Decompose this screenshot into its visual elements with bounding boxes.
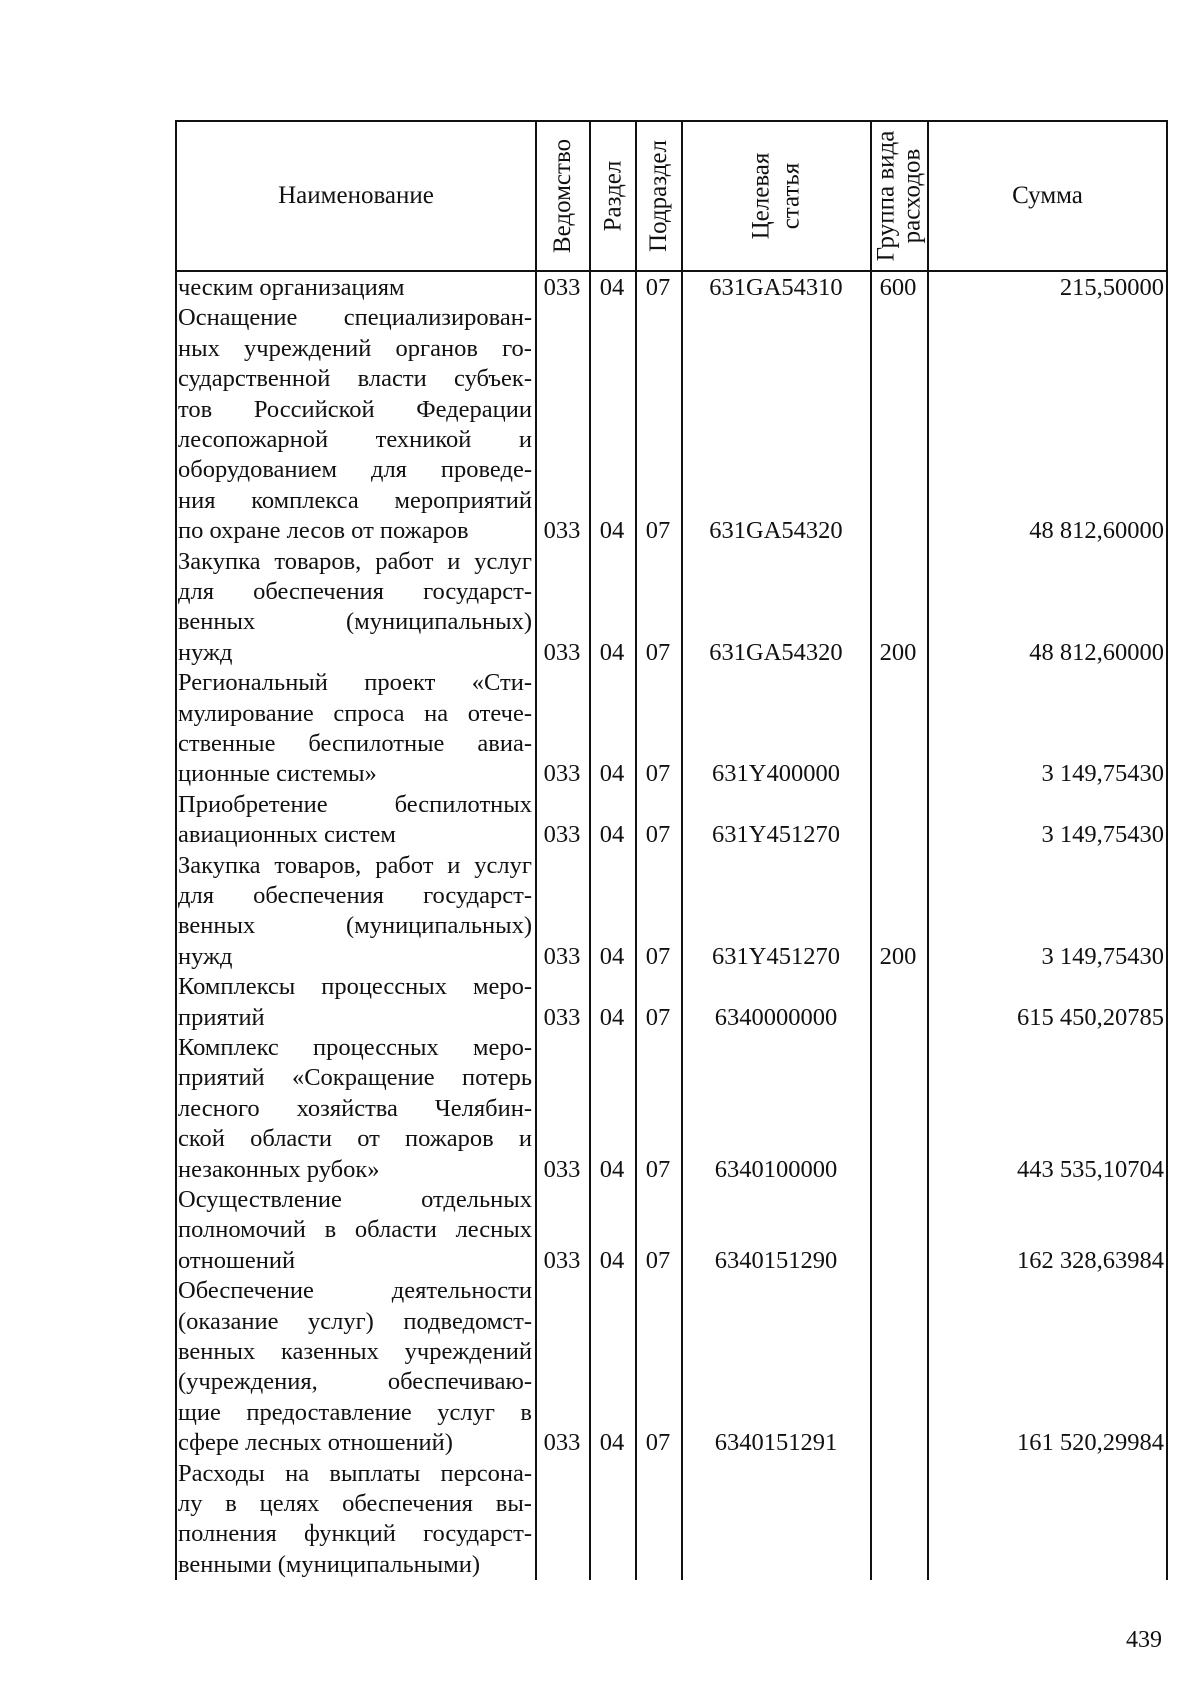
word: для — [178, 882, 214, 909]
row-name-line: приятий — [178, 1003, 265, 1031]
word: и — [447, 547, 461, 575]
row-name-line — [178, 669, 532, 697]
cell-ministry: 033 — [543, 517, 581, 545]
word: Закупка — [178, 851, 261, 879]
cell-ministry: 033 — [543, 760, 581, 788]
word: (муниципальных) — [346, 608, 532, 636]
word: государст- — [423, 578, 532, 605]
word: проект — [364, 669, 436, 697]
cell-sum: 443 535,10704 — [1017, 1155, 1164, 1183]
row-name-line: по охране лесов от пожаров — [178, 517, 469, 545]
word: Оснащение — [178, 304, 298, 332]
word: оборудованием — [178, 456, 338, 484]
row-name-line: отношений — [178, 1246, 296, 1274]
row-name-line — [178, 548, 532, 576]
word: лесных — [455, 1216, 532, 1244]
cell-sum: 162 328,63984 — [1017, 1246, 1164, 1274]
cell-target: 631GA54320 — [709, 517, 843, 545]
header-group: Группа вида расходов — [872, 130, 926, 262]
word: в — [520, 1398, 532, 1426]
word: функций — [303, 1520, 396, 1548]
row-name-line — [178, 1125, 532, 1153]
word: для — [178, 578, 214, 605]
row-name-line — [178, 912, 532, 940]
cell-target: 6340000000 — [714, 1003, 838, 1031]
word: специализирован- — [343, 304, 532, 332]
cell-subsection: 07 — [645, 274, 671, 301]
word: подведомст- — [403, 1307, 532, 1335]
word: Федерации — [416, 395, 532, 423]
row-name-line — [178, 882, 532, 910]
word: «Сти- — [471, 669, 532, 697]
cell-section: 04 — [599, 1003, 625, 1031]
word: процессных — [321, 973, 447, 1001]
cell-section: 04 — [599, 942, 625, 970]
row-name-line — [178, 487, 532, 515]
word: субъек- — [454, 365, 532, 393]
word: го- — [502, 334, 532, 362]
word: на — [285, 1459, 310, 1487]
word: хозяйства — [296, 1094, 398, 1122]
row-name-line: венными (муниципальными) — [178, 1550, 481, 1578]
word: государст- — [423, 882, 532, 909]
word: целях — [259, 1490, 320, 1517]
word: Осуществление — [178, 1186, 342, 1213]
word: персона- — [440, 1459, 532, 1487]
word: обеспечения — [342, 1490, 473, 1517]
word: услуг — [474, 547, 532, 575]
word: тов — [178, 395, 213, 423]
row-name-line — [178, 1095, 532, 1123]
word: комплекса — [251, 486, 359, 514]
cell-sum: 615 450,20785 — [1017, 1003, 1164, 1031]
cell-sum: 48 812,60000 — [1029, 517, 1164, 545]
word: государст- — [423, 1520, 532, 1548]
cell-target: 6340151291 — [714, 1429, 838, 1457]
word: в — [324, 1216, 337, 1244]
cell-target: 6340151290 — [714, 1246, 838, 1274]
col-divider — [1166, 120, 1168, 1580]
word: лу — [178, 1490, 203, 1517]
cell-subsection: 07 — [645, 1246, 671, 1274]
word: и — [518, 1125, 532, 1153]
header-subsection: Подраздел — [645, 140, 672, 252]
word: венных — [178, 1338, 256, 1365]
word: области — [250, 1125, 332, 1153]
word: органов — [395, 334, 478, 362]
word: ственные — [178, 730, 276, 757]
row-name-line — [178, 1338, 532, 1366]
cell-sum: 161 520,29984 — [1017, 1429, 1164, 1457]
row-name-line — [178, 1520, 532, 1548]
row-name-line: нужд — [178, 942, 233, 970]
cell-ministry: 033 — [543, 638, 581, 666]
word: обеспечиваю- — [387, 1368, 532, 1396]
header-ministry: Ведомство — [549, 138, 577, 254]
cell-ministry: 033 — [543, 1429, 581, 1457]
word: и — [447, 851, 461, 879]
word: Челябин- — [434, 1094, 532, 1122]
word: вы- — [495, 1490, 532, 1517]
word: учреждений — [244, 334, 372, 362]
cell-target: 631Y451270 — [712, 821, 840, 849]
row-name-line — [178, 335, 532, 363]
word: на — [424, 699, 449, 727]
row-name-line: незаконных рубок» — [178, 1155, 380, 1183]
row-name-line — [178, 730, 532, 758]
word: работ — [375, 851, 434, 879]
word: потерь — [461, 1064, 532, 1092]
word: Обеспечение — [178, 1277, 314, 1305]
word: учреждений — [404, 1338, 532, 1365]
cell-subsection: 07 — [645, 1429, 671, 1457]
cell-target: 6340100000 — [714, 1155, 838, 1183]
word: (муниципальных) — [346, 912, 532, 940]
word: Комплекс — [178, 1034, 279, 1061]
cell-ministry: 033 — [543, 1246, 581, 1274]
word: ных — [178, 334, 220, 362]
row-name-line — [178, 1460, 532, 1488]
word: меро- — [472, 973, 532, 1001]
word: венных — [178, 608, 256, 636]
row-name-line — [178, 1277, 532, 1305]
cell-section: 04 — [599, 1429, 625, 1457]
row-name-line — [178, 1064, 532, 1092]
col-divider — [870, 120, 872, 1580]
word: спроса — [333, 699, 405, 727]
word: в — [225, 1490, 237, 1517]
header-sum: Сумма — [1012, 182, 1083, 209]
col-divider — [681, 120, 683, 1580]
word: лесного — [178, 1094, 260, 1122]
word: приятий — [178, 1064, 265, 1092]
row-name-line — [178, 608, 532, 636]
row-name-line — [178, 700, 532, 728]
cell-subsection: 07 — [645, 1003, 671, 1031]
word: Российской — [253, 395, 375, 423]
word: товаров, — [274, 547, 362, 575]
row-name-line — [178, 578, 532, 606]
cell-ministry: 033 — [543, 274, 581, 301]
cell-group: 200 — [879, 638, 917, 666]
word: выплаты — [329, 1459, 421, 1487]
cell-section: 04 — [599, 517, 625, 545]
word: техникой — [375, 426, 472, 453]
row-name-line: нужд — [178, 638, 233, 666]
cell-subsection: 07 — [645, 638, 671, 666]
cell-target: 631Y400000 — [712, 760, 840, 788]
cell-sum: 3 149,75430 — [1041, 821, 1164, 849]
cell-ministry: 033 — [543, 942, 581, 970]
word: деятельности — [391, 1277, 532, 1305]
cell-ministry: 033 — [543, 1003, 581, 1031]
cell-section: 04 — [599, 760, 625, 788]
word: пожаров — [405, 1125, 494, 1153]
cell-subsection: 07 — [645, 942, 671, 970]
word: услуг — [437, 1398, 495, 1426]
cell-group: 200 — [879, 942, 917, 970]
header-target: Целевая статья — [747, 152, 805, 240]
word: от — [357, 1125, 380, 1153]
col-divider — [589, 120, 591, 1580]
word: проведе- — [440, 456, 532, 484]
word: ской — [178, 1125, 225, 1153]
row-name-line — [178, 1216, 532, 1244]
word: обеспечения — [253, 578, 384, 605]
word: для — [370, 456, 407, 484]
cell-target: 631Y451270 — [712, 942, 840, 970]
cell-section: 04 — [599, 1155, 625, 1183]
cell-section: 04 — [599, 274, 625, 301]
cell-subsection: 07 — [645, 760, 671, 788]
header-section: Раздел — [599, 160, 626, 232]
cell-sum: 215,50000 — [1059, 274, 1164, 301]
word: щие — [178, 1398, 221, 1426]
word: предоставление — [246, 1398, 412, 1426]
word: Комплексы — [178, 973, 296, 1001]
col-divider — [535, 120, 537, 1580]
row-name-line: ционные системы» — [178, 760, 377, 788]
word: процессных — [312, 1034, 439, 1061]
cell-target: 631GA54320 — [709, 638, 843, 666]
row-name-line — [178, 456, 532, 484]
word: полномочий — [178, 1216, 306, 1244]
row-name-line — [178, 304, 532, 332]
word: услуг) — [308, 1307, 374, 1335]
word: (учреждения, — [178, 1368, 318, 1396]
row-name-line — [178, 1399, 532, 1427]
row-name-line — [178, 1490, 532, 1518]
cell-section: 04 — [599, 821, 625, 849]
word: казенных — [281, 1338, 379, 1365]
word: обеспечения — [253, 882, 384, 909]
word: товаров, — [274, 851, 362, 879]
word: Региональный — [178, 669, 328, 697]
col-divider — [927, 120, 929, 1580]
row-name-line — [178, 791, 532, 819]
word: Приобретение — [178, 790, 328, 818]
word: лесопожарной — [178, 426, 329, 453]
cell-sum: 48 812,60000 — [1029, 638, 1164, 666]
word: работ — [375, 547, 434, 575]
word: беспилотных — [394, 790, 532, 818]
cell-target: 631GA54310 — [709, 274, 843, 301]
cell-section: 04 — [599, 638, 625, 666]
cell-subsection: 07 — [645, 517, 671, 545]
word: мероприятий — [394, 486, 532, 514]
word: «Сокращение — [291, 1064, 435, 1092]
cell-subsection: 07 — [645, 1155, 671, 1183]
row-name-line — [178, 1308, 532, 1336]
word: полнения — [178, 1520, 277, 1548]
row-name-line — [178, 973, 532, 1001]
row-name-line: авиационных систем — [178, 821, 396, 849]
word: отече- — [467, 699, 532, 727]
row-name-line — [178, 852, 532, 880]
cell-sum: 3 149,75430 — [1041, 760, 1164, 788]
cell-sum: 3 149,75430 — [1041, 942, 1164, 970]
word: и — [518, 426, 532, 453]
row-name-line: сфере лесных отношений) — [178, 1429, 453, 1457]
row-name-line: ческим организациям — [178, 274, 405, 301]
row-name-line — [178, 396, 532, 424]
word: отдельных — [421, 1186, 532, 1213]
word: беспилотные — [308, 730, 445, 757]
word: венных — [178, 912, 256, 940]
page-number: 439 — [1126, 1627, 1162, 1653]
word: сударственной — [178, 365, 331, 393]
word: авиа- — [477, 730, 532, 757]
col-divider — [175, 120, 177, 1580]
word: меро- — [472, 1034, 532, 1061]
header-name: Наименование — [278, 182, 434, 209]
row-name-line — [178, 1034, 532, 1062]
word: услуг — [474, 851, 532, 879]
row-name-line — [178, 1186, 532, 1214]
word: Расходы — [178, 1459, 265, 1487]
word: (оказание — [178, 1307, 279, 1335]
word: мулирование — [178, 699, 314, 727]
row-name-line — [178, 365, 532, 393]
word: области — [354, 1216, 437, 1244]
word: власти — [357, 365, 427, 393]
row-name-line — [178, 426, 532, 454]
cell-ministry: 033 — [543, 821, 581, 849]
row-name-line — [178, 1368, 532, 1396]
cell-ministry: 033 — [543, 1155, 581, 1183]
word: Закупка — [178, 547, 261, 575]
col-divider — [635, 120, 637, 1580]
word: ния — [178, 486, 216, 514]
cell-group: 600 — [879, 274, 917, 301]
cell-section: 04 — [599, 1246, 625, 1274]
cell-subsection: 07 — [645, 821, 671, 849]
